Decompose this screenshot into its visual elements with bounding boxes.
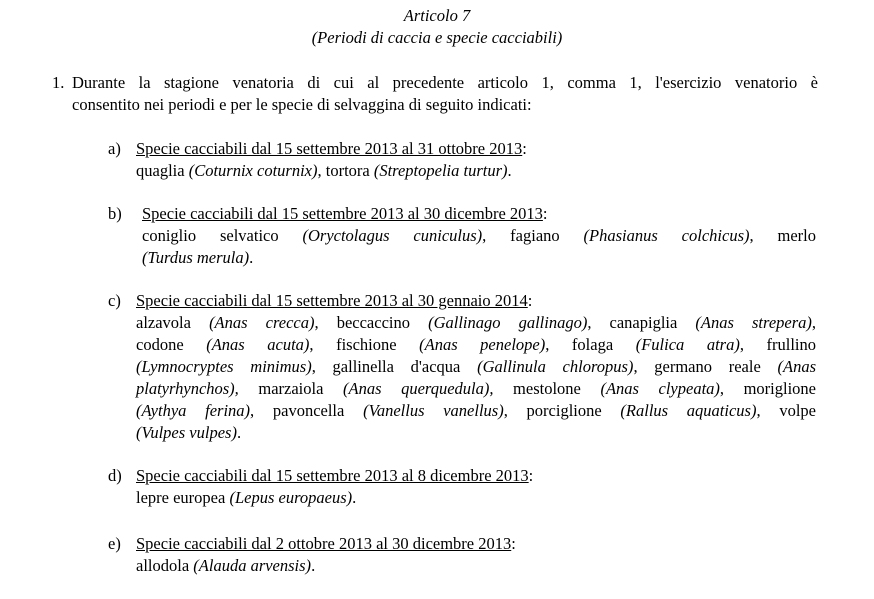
species-latin: (Oryctolagus cuniculus) <box>302 226 483 245</box>
species-line <box>136 378 816 400</box>
item-colon: : <box>542 204 548 223</box>
item-title: Specie cacciabili dal 2 ottobre 2013 al 30 dicembre 2013 <box>136 534 512 553</box>
species-latin: (Streptopelia turtur) <box>373 161 508 180</box>
item-letter: e) <box>108 534 121 553</box>
item-colon: : <box>511 534 516 553</box>
article-subtitle: (Periodi di caccia e specie cacciabili) <box>311 28 563 47</box>
species-name: , fischione <box>309 335 420 354</box>
item-letter: d) <box>108 466 122 485</box>
species-latin: (Rallus aquaticus) <box>620 401 757 420</box>
species-latin: (Anas acuta) <box>206 335 310 354</box>
paragraph-text <box>72 72 818 116</box>
species-line <box>136 160 816 182</box>
article-title: Articolo 7 <box>403 6 471 25</box>
item-body <box>136 465 816 509</box>
species-name: coniglio selvatico <box>142 226 303 245</box>
item-title: Specie cacciabili dal 15 settembre 2013 al 8 dicembre 2013 <box>136 466 529 485</box>
species-latin: (Vulpes vulpes) <box>136 423 237 442</box>
species-latin: (Lepus europaeus) <box>229 488 353 507</box>
item-heading <box>136 533 816 555</box>
species-name: , porciglione <box>503 401 621 420</box>
item-title: Specie cacciabili dal 15 settembre 2013 al 30 dicembre 2013 <box>142 204 543 223</box>
species-line <box>136 422 816 444</box>
punctuation: , <box>811 313 817 332</box>
item-body <box>136 138 816 182</box>
species-line <box>136 487 816 509</box>
species-latin: (Anas crecca) <box>209 313 315 332</box>
item-colon: : <box>528 466 534 485</box>
species-latin: (Gallinula chloropus) <box>477 357 634 376</box>
species-name: , folaga <box>545 335 636 354</box>
item-heading <box>136 138 816 160</box>
paragraph-number: 1. <box>52 73 65 92</box>
item-colon: : <box>527 291 533 310</box>
species-name: , moriglione <box>719 379 817 398</box>
paragraph-line: Durante la stagione venatoria di cui al precedente articolo 1, comma 1, l'esercizio venatorio è <box>72 73 818 92</box>
item-heading <box>136 465 816 487</box>
species-name: lepre europea <box>136 488 230 507</box>
species-line <box>136 334 816 356</box>
paragraph-line: consentito nei periodi e per le specie di selvaggina di seguito indicati: <box>72 95 532 114</box>
species-latin: (Anas <box>777 357 816 376</box>
species-latin: (Anas strepera) <box>695 313 812 332</box>
species-name: , pavoncella <box>250 401 364 420</box>
species-latin: (Gallinago gallinago) <box>428 313 588 332</box>
item-letter: b) <box>108 204 122 223</box>
species-latin: (Vanellus vanellus) <box>363 401 504 420</box>
species-name: , gallinella d'acqua <box>311 357 478 376</box>
punctuation: . <box>352 488 357 507</box>
punctuation: . <box>249 248 254 267</box>
species-latin: (Anas clypeata) <box>600 379 720 398</box>
item-body <box>136 290 816 444</box>
species-name: mestolone <box>493 379 601 398</box>
item-body <box>142 203 816 269</box>
species-name: quaglia <box>136 161 189 180</box>
species-name: , tortora <box>317 161 374 180</box>
item-letter: c) <box>108 291 121 310</box>
species-latin: (Aythya ferina) <box>136 401 251 420</box>
species-name: , beccaccino <box>314 313 429 332</box>
species-name: , canapiglia <box>587 313 696 332</box>
punctuation: . <box>311 556 316 575</box>
item-colon: : <box>522 139 527 158</box>
species-latin: (Turdus merula) <box>142 248 250 267</box>
item-letter: a) <box>108 139 121 158</box>
item-title: Specie cacciabili dal 15 settembre 2013 al 31 ottobre 2013 <box>136 139 523 158</box>
species-line <box>136 312 816 334</box>
species-line <box>142 247 816 269</box>
species-name: alzavola <box>136 313 210 332</box>
species-latin: (Lymnocryptes minimus) <box>136 357 312 376</box>
species-name: marzaiola <box>238 379 343 398</box>
punctuation: . <box>507 161 512 180</box>
species-name: , merlo <box>749 226 816 245</box>
item-heading <box>136 290 816 312</box>
species-name: , fagiano <box>482 226 584 245</box>
species-latin: (Alauda arvensis) <box>193 556 312 575</box>
species-latin: (Coturnix coturnix) <box>188 161 318 180</box>
species-line <box>136 555 816 577</box>
species-name: , volpe <box>756 401 816 420</box>
item-heading <box>142 203 816 225</box>
item-body <box>136 533 816 577</box>
species-latin: platyrhynchos), <box>136 379 239 398</box>
species-line <box>136 400 816 422</box>
species-name: codone <box>136 335 207 354</box>
species-latin: (Anas penelope) <box>419 335 546 354</box>
species-latin: (Anas querquedula), <box>343 379 494 398</box>
species-line <box>136 356 816 378</box>
punctuation: . <box>236 423 242 442</box>
species-name: , germano reale <box>633 357 778 376</box>
species-latin: (Fulica atra) <box>635 335 740 354</box>
species-name: allodola <box>136 556 194 575</box>
item-title: Specie cacciabili dal 15 settembre 2013 al 30 gennaio 2014 <box>136 291 528 310</box>
species-line <box>142 225 816 247</box>
species-latin: (Phasianus colchicus) <box>583 226 750 245</box>
species-name: , frullino <box>739 335 816 354</box>
